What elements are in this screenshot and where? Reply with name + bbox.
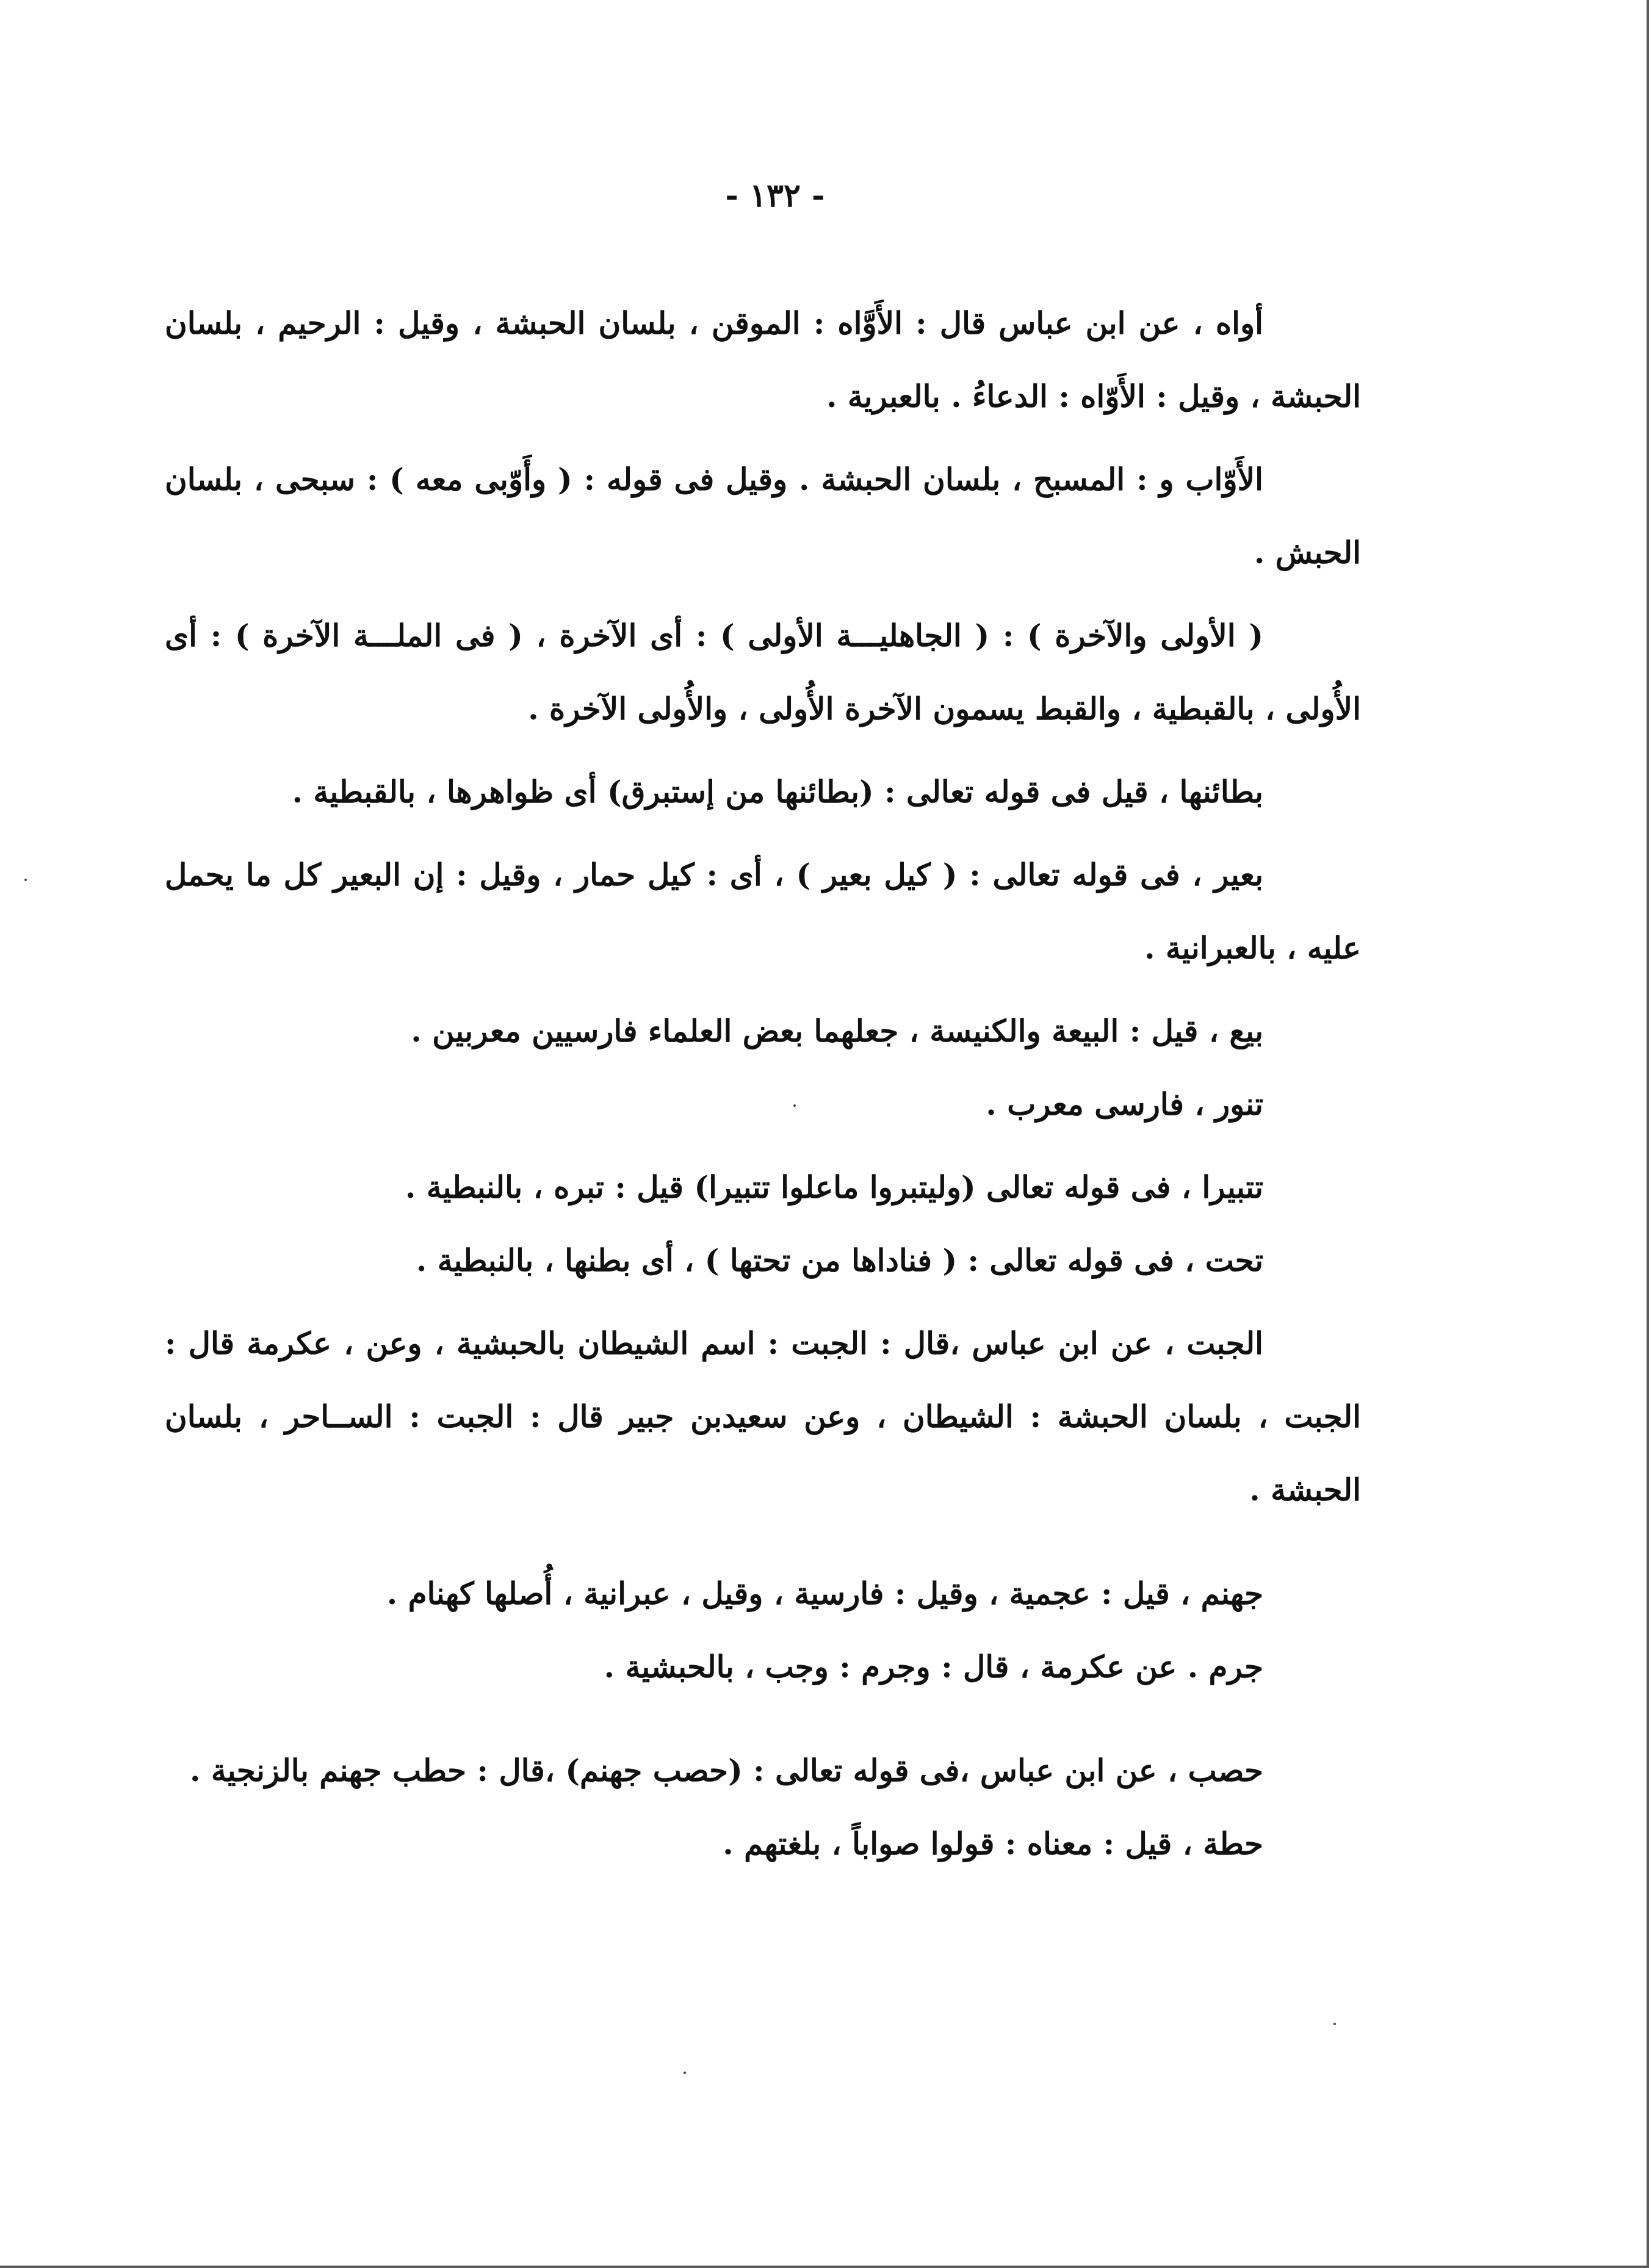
entry-awwab: الأَوّاب و : المسبح ، بلسان الحبشة . وقيل فى قوله : ( وأَوّبى معه ) : سبحى ، بلسان الحبش . [165, 461, 1361, 571]
entry-biya: بيع ، قيل : البيعة والكنيسة ، جعلهما بعض العلماء فارسيين معربين . [411, 1013, 1263, 1049]
entry-bataiinuha: بطائنها ، قيل فى قوله تعالى : (بطائنها من إستبرق) أى ظواهرها ، بالقبطية . [292, 774, 1263, 810]
entry-al-jibt: الجبت ، عن ابن عباس ،قال : الجبت : اسم الشيطان بالحبشية ، وعن ، عكرمة قال : الجبت ، بلسان الحبشة : الشيطان ، وعن سعيدبن جبير قال : الجبت : الســاحر ، بلسان الحبشة . [165, 1325, 1361, 1508]
entry-hittah: حطة ، قيل : معناه : قولوا صواباً ، بلغتهم . [723, 1826, 1263, 1862]
entry-tatbeera: تتبيرا ، فى قوله تعالى (وليتبروا ماعلوا تتبيرا) قيل : تبره ، بالنبطية . [405, 1169, 1263, 1205]
entry-tannur: تنور ، فارسى معرب . [986, 1086, 1263, 1122]
page-border-bottom [0, 2266, 1649, 2268]
body-text [165, 287, 1361, 1881]
scan-speck [684, 2072, 686, 2074]
entry-hasab: حصب ، عن ابن عباس ،فى قوله تعالى : (حصب جهنم) ،قال : حطب جهنم بالزنجية . [190, 1752, 1263, 1788]
entry-awwah: أواه ، عن ابن عباس قال : الأَوَّاه : الموقن ، بلسان الحبشة ، وقيل : الرحيم ، بلسان الحبشة ، وقيل : الأَوّاه : الدعاءُ . بالعبرية . [165, 305, 1361, 414]
scan-speck [24, 879, 27, 881]
entry-taht: تحت ، فى قوله تعالى : ( فناداها من تحتها ) ، أى بطنها ، بالنبطية . [416, 1242, 1263, 1278]
page-border-right [1647, 0, 1649, 2268]
entry-baeer: بعير ، فى قوله تعالى : ( كيل بعير ) ، أى : كيل حمار ، وقيل : إن البعير كل ما يحمل عليه ، بالعبرانية . [165, 857, 1361, 966]
scan-speck [1333, 2023, 1336, 2025]
page-number: - ١٣٢ - [725, 177, 825, 214]
entry-al-ula-wal-akhira: ( الأولى والآخرة ) : ( الجاهليـــة الأولى ) : أى الآخرة ، ( فى الملـــة الآخرة ) : أى الأُولى ، بالقبطية ، والقبط يسمون الآخرة الأُولى ، والأُولى الآخرة . [165, 617, 1361, 727]
entry-jaram: جرم . عن عكرمة ، قال : وجرم : وجب ، بالحبشية . [604, 1649, 1263, 1685]
scan-speck [793, 1104, 796, 1107]
entry-jahannam: جهنم ، قيل : عجمية ، وقيل : فارسية ، وقيل ، عبرانية ، أُصلها كهنام . [386, 1575, 1263, 1611]
